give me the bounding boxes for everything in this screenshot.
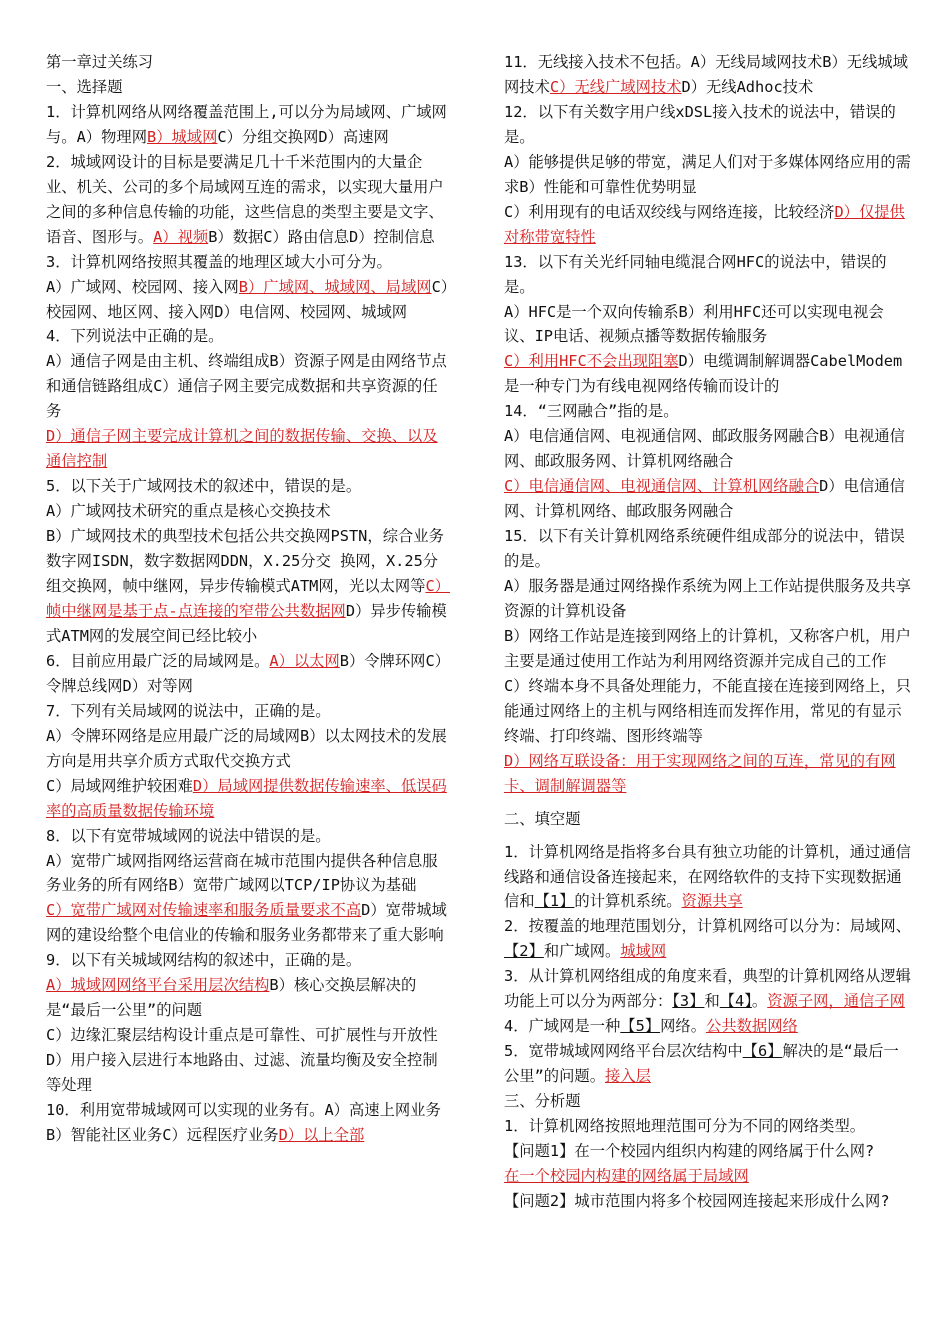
body-text: 11．无线接入技术不包括。A）无线局域网技术B）无线城域网技术 bbox=[504, 53, 908, 96]
body-text: 8．以下有宽带城域网的说法中错误的是。 bbox=[46, 826, 331, 845]
body-text: 9．以下有关城域网结构的叙述中，正确的是。 bbox=[46, 951, 362, 970]
question-paragraph bbox=[46, 524, 452, 649]
question-paragraph bbox=[46, 649, 452, 699]
question-paragraph bbox=[504, 840, 912, 915]
body-text: 6．目前应用最广泛的局域网是。 bbox=[46, 651, 270, 670]
question-paragraph bbox=[504, 624, 912, 674]
body-text: 第一章过关练习 bbox=[46, 53, 154, 71]
answer-text: A）视频 bbox=[153, 227, 209, 246]
question-paragraph bbox=[46, 100, 452, 150]
answer-text: D）仅提供对称带宽特性 bbox=[504, 202, 905, 246]
question-paragraph bbox=[504, 1039, 912, 1089]
question-paragraph bbox=[504, 399, 912, 424]
blank-marker: 【1】 bbox=[534, 892, 575, 911]
blank-marker: 【3】 bbox=[672, 992, 705, 1011]
question-paragraph bbox=[504, 250, 912, 300]
body-text: C）校园网、地区网、接入网D）电信网、校园网、城域网 bbox=[46, 277, 449, 321]
body-text: D）电信通信网、计算机网络、邮政服务网融合 bbox=[504, 477, 905, 521]
body-text: 一、选择题 bbox=[46, 77, 123, 96]
question-paragraph bbox=[504, 674, 912, 749]
body-text: A）HFC是一个双向传输系B）利用HFC还可以实现电视会议、IP电话、视频点播等数据传输服务 bbox=[504, 302, 884, 346]
question-paragraph bbox=[504, 200, 912, 250]
body-text: 1．计算机网络按照地理范围可分为不同的网络类型。 bbox=[504, 1117, 866, 1136]
question-paragraph bbox=[46, 774, 452, 824]
question-paragraph bbox=[46, 1098, 452, 1148]
right-column bbox=[504, 50, 912, 1214]
answer-text: D）局域网提供数据传输速率、低误码率的高质量数据传输环境 bbox=[46, 776, 447, 820]
question-paragraph bbox=[46, 699, 452, 724]
question-paragraph bbox=[46, 150, 452, 250]
body-text: A）服务器是通过网络操作系统为网上工作站提供服务及共享资源的计算机设备 bbox=[504, 577, 911, 620]
body-text: 5．宽带城域网网络平台层次结构中 bbox=[504, 1042, 743, 1061]
body-text: 【问题2】城市范围内将多个校园网连接起来形成什么网? bbox=[504, 1191, 890, 1210]
body-text: A）能够提供足够的带宽，满足人们对于多媒体网络应用的需求B）性能和可靠性优势明显 bbox=[504, 152, 911, 196]
body-text: 14．“三网融合”指的是。 bbox=[504, 402, 679, 421]
question-paragraph bbox=[504, 424, 912, 474]
body-text: 二、填空题 bbox=[504, 809, 581, 828]
question-paragraph bbox=[504, 1164, 912, 1189]
left-column bbox=[46, 50, 452, 1148]
question-paragraph bbox=[46, 424, 452, 474]
answer-text: A）以太网 bbox=[269, 651, 340, 670]
body-text: 解决的是“最后一公里”的问题。 bbox=[504, 1042, 899, 1086]
answer-text: C）帧中继网是基于点-点连接的窄带公共数据网 bbox=[46, 577, 450, 620]
question-paragraph bbox=[46, 724, 452, 774]
question-paragraph bbox=[504, 574, 912, 624]
body-text: D）宽带城域网的建设给整个电信业的传输和服务业务都带来了重大影响 bbox=[46, 901, 447, 945]
question-paragraph bbox=[504, 964, 912, 1014]
question-paragraph bbox=[504, 1114, 912, 1139]
body-text: 。 bbox=[751, 992, 768, 1011]
question-paragraph bbox=[504, 150, 912, 200]
body-text: 13．以下有关光纤同轴电缆混合网HFC的说法中，错误的是。 bbox=[504, 252, 887, 296]
answer-text: 在一个校园内构建的网络属于局域网 bbox=[504, 1166, 749, 1185]
question-paragraph bbox=[46, 849, 452, 899]
body-text: A）广域网技术研究的重点是核心交换技术 bbox=[46, 502, 331, 521]
body-text: 5．以下关于广域网技术的叙述中，错误的是。 bbox=[46, 477, 362, 496]
question-paragraph bbox=[46, 948, 452, 973]
body-text: C）局域网维护较困难 bbox=[46, 776, 193, 795]
body-text: A）宽带广域网指网络运营商在城市范围内提供各种信息服务业务的所有网络B）宽带广域网以TCP/IP协议为基础 bbox=[46, 851, 438, 895]
body-text: 4．广域网是一种 bbox=[504, 1017, 621, 1036]
question-paragraph bbox=[504, 50, 912, 100]
blank-marker: 【4】 bbox=[719, 992, 752, 1011]
question-paragraph bbox=[46, 275, 452, 325]
body-text: A）广域网、校园网、接入网 bbox=[46, 277, 239, 296]
question-paragraph bbox=[504, 349, 912, 399]
body-text: D）无线Adhoc技术 bbox=[681, 77, 814, 96]
body-text: B）网络工作站是连接到网络上的计算机，又称客户机，用户主要是通过使用工作站为利用网络资源并完成自己的工作 bbox=[504, 626, 911, 670]
body-text: 2．城域网设计的目标是要满足几十千米范围内的大量企业、机关、公司的多个局域网互连的需求，以实现大量用户之间的多种信息传输的功能，这些信息的类型主要是文字、语音、图形与。 bbox=[46, 152, 444, 246]
body-text: B）令牌环网C）令牌总线网D）对等网 bbox=[46, 651, 450, 695]
body-text: 7．下列有关局域网的说法中，正确的是。 bbox=[46, 701, 331, 720]
question-paragraph bbox=[504, 474, 912, 524]
answer-text: 资源子网，通信子网 bbox=[767, 992, 905, 1011]
section-heading bbox=[504, 1089, 912, 1114]
body-text: 1．计算机网络是指将多台具有独立功能的计算机，通过通信线路和通信设备连接起来，在网络软件的支持下实现数据通信和 bbox=[504, 842, 911, 911]
question-paragraph bbox=[504, 1014, 912, 1039]
blank-marker: 【2】 bbox=[504, 942, 544, 961]
body-text: 和 bbox=[704, 992, 720, 1011]
body-text: B）广域网技术的典型技术包括公共交换网PSTN，综合业务数字网ISDN，数字数据网DDN，X.25分交 换网，X.25分组交换网，帧中继网，异步传输模式ATM网，光以太网等 bbox=[46, 527, 444, 596]
section-heading bbox=[46, 75, 452, 100]
body-text: A）令牌环网络是应用最广泛的局域网B）以太网技术的发展方向是用共享介质方式取代交换方式 bbox=[46, 726, 447, 770]
question-paragraph bbox=[46, 973, 452, 1023]
body-text: A）电信通信网、电视通信网、邮政服务网融合B）电视通信网、邮政服务网、计算机网络融合 bbox=[504, 427, 905, 471]
body-text: 2．按覆盖的地理范围划分，计算机网络可以分为：局域网、 bbox=[504, 917, 911, 936]
answer-text: C）无线广域网技术 bbox=[549, 77, 682, 96]
body-text: 三、分析题 bbox=[504, 1092, 581, 1111]
question-paragraph bbox=[504, 300, 912, 350]
body-text: C）利用现有的电话双绞线与网络连接，比较经济 bbox=[504, 202, 835, 221]
body-text: 3．从计算机网络组成的角度来看，典型的计算机网络从逻辑功能上可以分为两部分： bbox=[504, 967, 911, 1011]
answer-text: A）城域网网络平台采用层次结构 bbox=[46, 976, 270, 995]
body-text: A）通信子网是由主机、终端组成B）资源子网是由网络节点和通信链路组成C）通信子网主要完成数据和共享资源的任务 bbox=[46, 352, 447, 421]
blank-marker: 【5】 bbox=[620, 1017, 661, 1036]
question-paragraph bbox=[46, 474, 452, 499]
body-text: 4．下列说法中正确的是。 bbox=[46, 327, 224, 346]
answer-text: 城域网 bbox=[620, 942, 667, 961]
answer-text: B）城域网 bbox=[147, 127, 218, 146]
body-text: C）边缘汇聚层结构设计重点是可靠性、可扩展性与开放性D）用户接入层进行本地路由、过滤、流量均衡及安全控制等处理 bbox=[46, 1026, 438, 1095]
body-text: D）电缆调制解调器CabelModem是一种专门为有线电视网络传输而设计的 bbox=[504, 352, 903, 396]
question-paragraph bbox=[504, 914, 912, 964]
body-text: 的计算机系统。 bbox=[574, 892, 682, 911]
question-paragraph bbox=[46, 349, 452, 424]
question-paragraph bbox=[504, 100, 912, 150]
answer-text: B）广域网、城域网、局域网 bbox=[238, 277, 432, 296]
body-text: 和广域网。 bbox=[543, 942, 621, 961]
answer-text: D）以上全部 bbox=[278, 1125, 365, 1144]
question-paragraph bbox=[504, 749, 912, 799]
body-text: 15．以下有关计算机网络系统硬件组成部分的说法中，错误的是。 bbox=[504, 527, 905, 571]
body-text: 3．计算机网络按照其覆盖的地理区域大小可分为。 bbox=[46, 252, 392, 271]
answer-text: 资源共享 bbox=[681, 892, 743, 911]
body-text: D）异步传输模式ATM网的发展空间已经比较小 bbox=[46, 601, 447, 645]
blank-marker: 【6】 bbox=[742, 1042, 783, 1061]
question-paragraph bbox=[46, 898, 452, 948]
question-paragraph bbox=[46, 250, 452, 275]
body-text: C）分组交换网D）高速网 bbox=[217, 127, 389, 146]
answer-text: 公共数据网络 bbox=[706, 1017, 798, 1036]
question-paragraph bbox=[46, 824, 452, 849]
section-heading bbox=[46, 50, 452, 75]
question-paragraph bbox=[46, 499, 452, 524]
body-text: 【问题1】在一个校园内组织内构建的网络属于什么网? bbox=[504, 1141, 875, 1160]
question-paragraph bbox=[46, 324, 452, 349]
answer-text: D）网络互联设备：用于实现网络之间的互连，常见的有网卡、调制解调器等 bbox=[504, 751, 896, 795]
answer-text: D）通信子网主要完成计算机之间的数据传输、交换、以及通信控制 bbox=[46, 427, 438, 471]
body-text: 10．利用宽带城域网可以实现的业务有。A）高速上网业务B）智能社区业务C）远程医疗业务 bbox=[46, 1101, 441, 1144]
question-paragraph bbox=[46, 1023, 452, 1098]
answer-text: C）宽带广域网对传输速率和服务质量要求不高 bbox=[46, 901, 362, 920]
body-text: B）数据C）路由信息D）控制信息 bbox=[208, 227, 435, 246]
body-text: C）终端本身不具备处理能力，不能直接在连接到网络上，只能通过网络上的主机与网络相连而发挥作用，常见的有显示终端、打印终端、图形终端等 bbox=[504, 676, 911, 745]
body-text: 网络。 bbox=[660, 1017, 707, 1036]
body-text: 1．计算机网络从网络覆盖范围上,可以分为局域网、广域网与。A）物理网 bbox=[46, 102, 447, 146]
question-paragraph bbox=[504, 524, 912, 574]
question-paragraph bbox=[504, 1189, 912, 1214]
answer-text: C）电信通信网、电视通信网、计算机网络融合 bbox=[504, 477, 820, 496]
question-paragraph bbox=[504, 1139, 912, 1164]
section-heading bbox=[504, 807, 912, 832]
answer-text: C）利用HFC不会出现阻塞 bbox=[504, 352, 679, 371]
body-text: 12．以下有关数字用户线xDSL接入技术的说法中，错误的是。 bbox=[504, 102, 896, 146]
body-text: B）核心交换层解决的是“最后一公里”的问题 bbox=[46, 976, 417, 1020]
answer-text: 接入层 bbox=[605, 1067, 651, 1086]
